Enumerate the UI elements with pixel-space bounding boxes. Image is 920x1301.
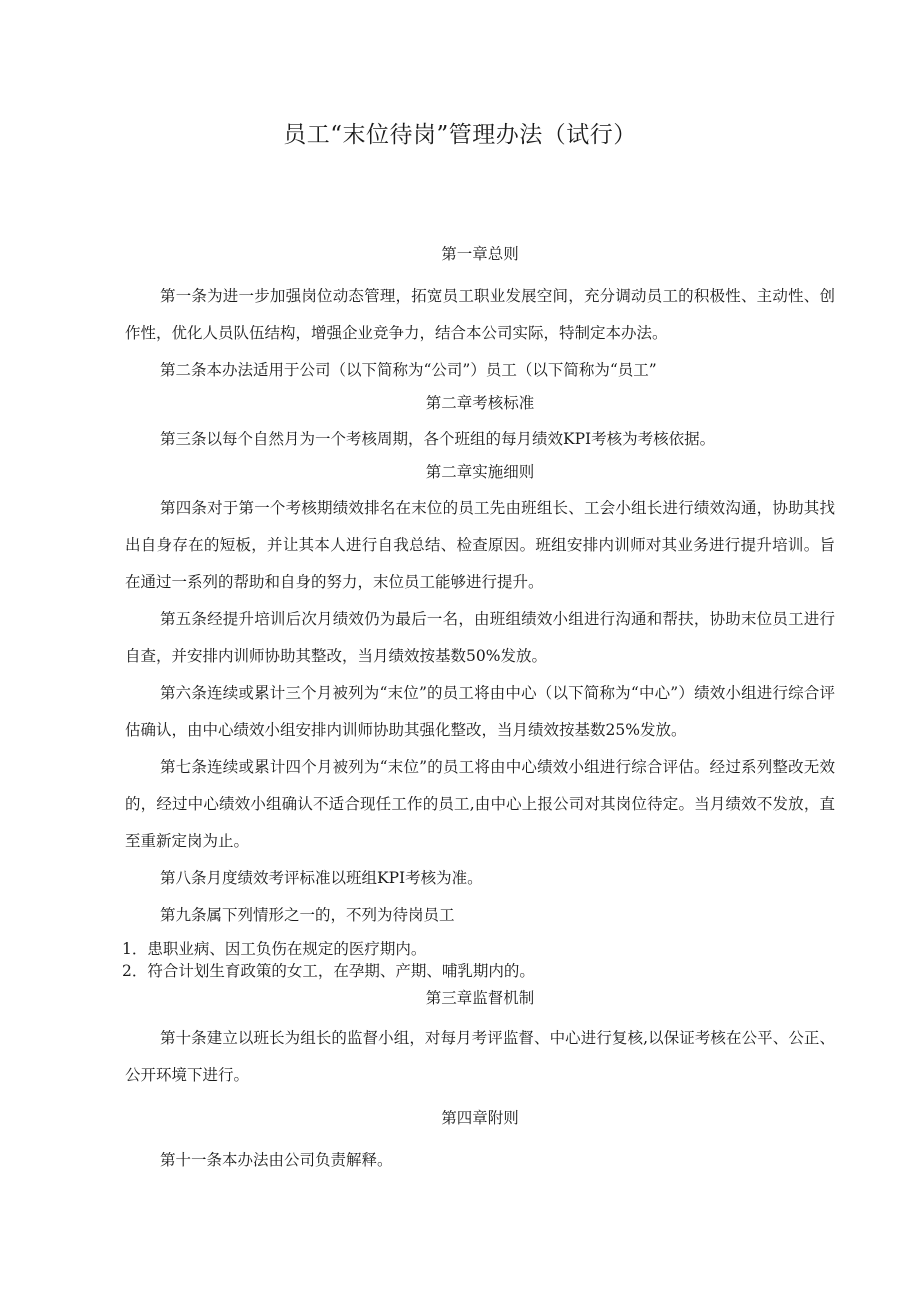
article-7: 第七条连续或累计四个月被列为“末位”的员工将由中心绩效小组进行综合评估。经过系列整改无效的，经过中心绩效小组确认不适合现任工作的员工,由中心上报公司对其岗位待定。当月绩效不发放，直至重新定岗为止。 xyxy=(125,758,835,850)
exemption-list xyxy=(122,938,835,982)
chapter-1-heading: 第一章总则 xyxy=(441,245,519,263)
document-body xyxy=(122,244,835,1179)
document-title: 员工“末位待岗”管理办法（试行） xyxy=(283,122,637,148)
article-3: 第三条以每个自然月为一个考核周期，各个班组的每月绩效KPI考核为考核依据。 xyxy=(160,430,716,448)
article-1: 第一条为进一步加强岗位动态管理，拓宽员工职业发展空间，充分调动员工的积极性、主动性、创作性，优化人员队伍结构，增强企业竞争力，结合本公司实际，特制定本办法。 xyxy=(125,287,835,342)
article-5: 第五条经提升培训后次月绩效仍为最后一名，由班组绩效小组进行沟通和帮扶，协助末位员工进行自查，并安排内训师协助其整改，当月绩效按基数50%发放。 xyxy=(125,610,835,665)
chapter-2-heading-standards: 第二章考核标准 xyxy=(425,394,535,412)
article-9: 第九条属下列情形之一的，不列为待岗员工 xyxy=(160,906,455,924)
article-4: 第四条对于第一个考核期绩效排名在末位的员工先由班组长、工会小组长进行绩效沟通，协助其找出自身存在的短板，并让其本人进行自我总结、检查原因。班组安排内训师对其业务进行提升培训。旨在通过一系列的帮助和自身的努力，末位员工能够进行提升。 xyxy=(125,499,835,591)
article-10: 第十条建立以班长为组长的监督小组，对每月考评监督、中心进行复核,以保证考核在公平、公正、公开环境下进行。 xyxy=(125,1029,835,1084)
article-2: 第二条本办法适用于公司（以下简称为“公司”）员工（以下简称为“员工” xyxy=(160,361,657,379)
chapter-4-heading: 第四章附则 xyxy=(441,1109,519,1127)
article-6: 第六条连续或累计三个月被列为“末位”的员工将由中心（以下简称为“中心”）绩效小组进行综合评估确认，由中心绩效小组安排内训师协助其强化整改，当月绩效按基数25%发放。 xyxy=(125,684,835,739)
list-item: 2．符合计划生育政策的女工，在孕期、产期、哺乳期内的。 xyxy=(122,962,535,980)
article-11: 第十一条本办法由公司负责解释。 xyxy=(160,1151,393,1169)
chapter-3-heading: 第三章监督机制 xyxy=(425,989,535,1007)
article-8: 第八条月度绩效考评标准以班组KPI考核为准。 xyxy=(160,869,483,887)
chapter-2-heading-implementation: 第二章实施细则 xyxy=(425,463,535,481)
list-item: 1．患职业病、因工负伤在规定的医疗期内。 xyxy=(122,940,427,958)
